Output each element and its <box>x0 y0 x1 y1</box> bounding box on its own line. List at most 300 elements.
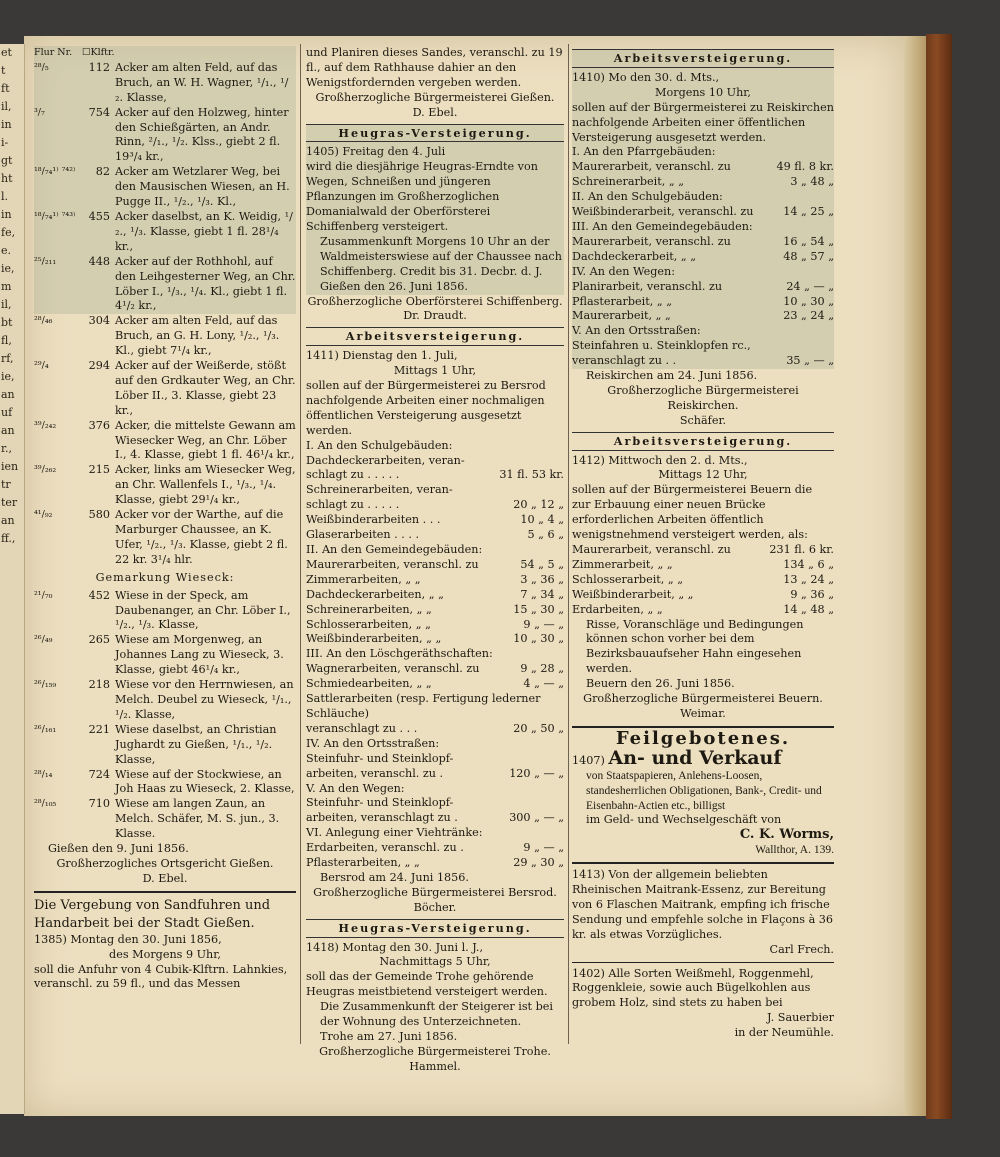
column-2 <box>306 46 564 1075</box>
cost-row <box>572 309 834 324</box>
cost-label: Zimmerarbeit, „ „ <box>572 557 673 571</box>
cost-row <box>572 588 834 603</box>
flur-number: ²⁶/₁₆₁ <box>34 723 57 735</box>
klafter-number: 376 <box>88 418 110 432</box>
ad-1405-org: Großherzogliche Oberförsterei Schiffenberg. <box>307 294 563 308</box>
cost-value: 23 „ 24 „ <box>783 309 834 323</box>
facing-page-fragment: ft <box>1 82 10 95</box>
facing-page-fragment: m <box>1 280 12 293</box>
land-entry <box>34 508 296 568</box>
cost-row <box>306 722 564 737</box>
cost-row <box>572 190 834 205</box>
flur-number: ²⁵/₂₁₁ <box>34 255 57 267</box>
cost-row <box>306 483 564 498</box>
cost-value: 9 „ — „ <box>523 841 564 855</box>
cost-value: 10 „ 30 „ <box>783 294 834 308</box>
facing-page-fragment: r., <box>1 442 13 455</box>
cost-label: IV. An den Wegen: <box>572 264 676 278</box>
facing-page-fragment: i- <box>1 136 9 149</box>
facing-page-fragment: ie, <box>1 262 15 275</box>
cost-label: V. An den Wegen: <box>306 781 405 795</box>
column-3 <box>572 46 834 1041</box>
flur-number: ²⁶/₁₅₉ <box>34 679 57 691</box>
cost-label: Weißbinderarbeiten . . . <box>306 513 441 527</box>
column-rule <box>568 44 569 1044</box>
ad-1385-time: des Morgens 9 Uhr, <box>109 947 221 961</box>
land-entry <box>34 314 296 359</box>
cost-label: Maurerarbeit, veranschl. zu <box>572 160 731 174</box>
cost-value: 4 „ — „ <box>523 677 564 691</box>
cost-row <box>572 354 834 369</box>
heading-arbeitsversteigerung: Arbeitsversteigerung. <box>306 327 564 346</box>
entry-text: Wiese auf der Stockwiese, an Joh Haas zu Wieseck, 2. Klasse, <box>115 767 295 796</box>
cost-label: Schreinerarbeit, „ „ <box>572 175 684 189</box>
facing-page-fragment: ht <box>1 172 13 185</box>
cost-value: 54 „ 5 „ <box>520 557 564 571</box>
ad-1413-name: Carl Frech. <box>769 942 834 956</box>
cost-label: Dachdeckerarbeit, „ „ <box>572 249 697 263</box>
facing-page-fragment: t <box>1 64 6 77</box>
cost-value: 300 „ — „ <box>509 811 564 825</box>
ad-1402-place: in der Neumühle. <box>734 1026 834 1040</box>
flur-number: ¹⁸/₇₄¹⁾ ⁷⁴²⁾ <box>34 166 76 178</box>
land-entry <box>34 797 296 842</box>
column-1 <box>34 46 296 992</box>
highlighted-block <box>34 46 296 314</box>
land-entry <box>34 419 296 464</box>
land-entry <box>34 463 296 508</box>
table-header <box>34 46 296 61</box>
entry-text: Acker auf den Holzweg, hinter den Schießgärten, an Andr. Rinn, ²/₁., ¹/₂. Klss., giebt 2 fl. 19³/₄ kr., <box>115 105 289 164</box>
cost-row <box>572 324 834 339</box>
cost-label: Sattlerarbeiten (resp. Fertigung lederner Schläuche) <box>306 692 541 720</box>
cost-label: Erdarbeiten, „ „ <box>572 602 663 616</box>
cost-label: II. An den Schulgebäuden: <box>572 190 723 204</box>
heading-heugras: Heugras-Versteigerung. <box>306 124 564 143</box>
facing-page-fragment: fe, <box>1 226 16 239</box>
cost-row <box>572 603 834 618</box>
cost-label: Pflasterarbeiten, „ „ <box>306 856 420 870</box>
flur-number: ²⁹/₄ <box>34 360 49 372</box>
klafter-number: 452 <box>88 588 110 602</box>
cost-label: schlagt zu . . . . . <box>306 468 400 482</box>
land-entry <box>34 768 296 798</box>
cost-row <box>572 205 834 220</box>
klafter-number: 710 <box>88 797 110 811</box>
klafter-number: 448 <box>88 254 110 268</box>
book-cover <box>926 34 952 1119</box>
facing-page-fragment: e. <box>1 244 12 257</box>
cost-value: 14 „ 25 „ <box>783 205 834 219</box>
cost-label: Wagnerarbeiten, veranschl. zu <box>306 662 480 676</box>
cost-value: 13 „ 24 „ <box>783 572 834 586</box>
cost-row <box>306 618 564 633</box>
klafter-number: 218 <box>88 678 110 692</box>
cost-value: 16 „ 54 „ <box>783 234 834 248</box>
entry-text: Acker daselbst, an K. Weidig, ¹/₂., ¹/₃. Klasse, giebt 1 fl. 28¹/₄ kr., <box>115 209 293 253</box>
entries <box>34 314 296 567</box>
cost-row <box>306 603 564 618</box>
cost-label: Pflasterarbeit, „ „ <box>572 294 672 308</box>
ad-1418-line: 1418) Montag den 30. Juni l. J., <box>306 940 484 954</box>
ad-1410-name: Schäfer. <box>679 413 727 427</box>
klafter-number: 580 <box>88 508 110 522</box>
cost-row <box>306 632 564 647</box>
flur-number: ³⁹/₂₄₂ <box>34 419 57 431</box>
page-stack <box>904 36 926 1116</box>
klafter-number: 455 <box>88 209 110 223</box>
facing-page-fragment: ff., <box>1 532 16 545</box>
cost-label: Schreinerarbeiten, veran- <box>306 483 453 497</box>
divider <box>572 962 834 963</box>
cost-label: Weißbinderarbeit, „ „ <box>572 587 694 601</box>
ad-1413-number: 1413) <box>572 868 605 882</box>
land-entry <box>34 165 296 210</box>
cost-label: Glaserarbeiten . . . . <box>306 528 420 542</box>
ad-1407-firm: C. K. Worms, <box>739 827 834 843</box>
facing-page-fragment: rf, <box>1 352 14 365</box>
cost-row <box>572 295 834 310</box>
cost-value: 5 „ 6 „ <box>527 528 564 542</box>
ad-1412-date: Beuern den 26. Juni 1856. <box>586 677 735 691</box>
cost-label: Erdarbeiten, veranschl. zu . <box>306 841 464 855</box>
cost-value: 29 „ 30 „ <box>513 856 564 870</box>
cost-label: Steinfuhr- und Steinklopf- <box>306 751 454 765</box>
cost-row <box>572 220 834 235</box>
facing-page-fragment: l. <box>1 190 9 203</box>
cost-value: 120 „ — „ <box>509 766 564 780</box>
cost-label: Maurerarbeit, veranschl. zu <box>572 234 731 248</box>
ad-1410-time: Morgens 10 Uhr, <box>655 85 751 99</box>
ad-1412-time: Mittags 12 Uhr, <box>658 468 748 482</box>
entry-text: Acker am alten Feld, auf das Bruch, an G. H. Lony, ¹/₂., ¹/₃. Kl., giebt 7¹/₄ kr., <box>115 314 280 358</box>
facing-page-fragment: ie, <box>1 370 15 383</box>
ad-1385-text: soll die Anfuhr von 4 Cubik-Klftrn. Lahnkies, veranschl. zu 59 fl., und das Messen <box>34 962 288 991</box>
cost-row <box>572 558 834 573</box>
land-entry <box>34 106 296 166</box>
land-entry <box>34 210 296 255</box>
cost-table <box>306 439 564 871</box>
cont-name: D. Ebel. <box>412 105 458 119</box>
cost-label: Schlosserarbeiten, „ „ <box>306 617 431 631</box>
cost-label: veranschlagt zu . . . <box>306 721 418 735</box>
ad-1402-text: 1402) Alle Sorten Weißmehl, Roggenmehl, Roggenkleie, sowie auch Bügelkohlen aus grobem Holz, sind stets zu haben bei <box>572 966 814 1010</box>
signature-name: D. Ebel. <box>142 871 188 885</box>
entry-text: Acker am Wetzlarer Weg, bei den Mausischen Wiesen, an H. Pugge II., ¹/₂., ¹/₃. Kl., <box>115 165 290 209</box>
cost-value: 31 fl. 53 kr. <box>499 468 564 482</box>
cost-label: V. An den Ortsstraßen: <box>572 324 701 338</box>
facing-page-fragment: ter <box>1 496 18 509</box>
ad-1412-line: 1412) Mittwoch den 2. d. Mts., <box>572 453 748 467</box>
cost-value: 231 fl. 6 kr. <box>769 543 834 556</box>
land-entry <box>34 678 296 723</box>
ad-1412-org: Großherzogliche Bürgermeisterei Beuern. <box>583 692 823 706</box>
ad-1407-number: 1407) <box>572 753 605 767</box>
cost-row <box>306 752 564 767</box>
flur-number: ²⁸/₄₆ <box>34 315 53 327</box>
ad-1411-name: Böcher. <box>413 900 457 914</box>
ad-1407 <box>572 746 834 769</box>
entry-text: Wiese vor den Herrnwiesen, an Melch. Deubel zu Wieseck, ¹/₁., ¹/₂. Klasse, <box>115 678 294 721</box>
signature-date: Gießen den 9. Juni 1856. <box>48 842 189 856</box>
ad-1410-date: Reiskirchen am 24. Juni 1856. <box>586 369 758 383</box>
ad-1413 <box>572 868 834 943</box>
ad-1405-name: Dr. Draudt. <box>403 309 467 323</box>
cost-row <box>306 856 564 871</box>
cost-label: Steinfuhr- und Steinklopf- <box>306 796 454 810</box>
ad-1418-org: Großherzogliche Bürgermeisterei Trohe. <box>319 1044 551 1058</box>
cost-label: Maurerarbeit, „ „ <box>572 309 671 323</box>
entries-wieseck <box>34 589 296 842</box>
land-entry <box>34 359 296 419</box>
facing-page-fragment: il, <box>1 298 12 311</box>
land-entry <box>34 61 296 106</box>
klafter-number: 754 <box>88 105 110 119</box>
klafter-number: 82 <box>95 165 110 179</box>
cost-row <box>306 439 564 454</box>
cost-label: Weißbinderarbeit, veranschl. zu <box>572 205 754 219</box>
cost-row <box>306 468 564 483</box>
flur-number: ³⁹/₂₆₂ <box>34 464 57 476</box>
entry-text: Wiese am langen Zaun, an Melch. Schäfer, M. S. jun., 3. Klasse. <box>115 797 280 841</box>
cost-value: 3 „ 48 „ <box>790 175 834 189</box>
cost-value: 9 „ 36 „ <box>790 587 834 601</box>
land-entry <box>34 723 296 768</box>
entry-text: Wiese daselbst, an Christian Jughardt zu Gießen, ¹/₁., ¹/₂. Klasse, <box>115 722 277 766</box>
cont-org: Großherzogliche Bürgermeisterei Gießen. <box>315 90 555 104</box>
cost-row <box>306 528 564 543</box>
cost-table-1412 <box>572 543 834 618</box>
gemarkung-heading: Gemarkung Wieseck: <box>95 570 235 584</box>
flur-number: ³/₇ <box>34 106 45 118</box>
land-entry <box>34 633 296 678</box>
heading-heugras-2: Heugras-Versteigerung. <box>306 919 564 938</box>
facing-page-fragment: an <box>1 388 15 401</box>
facing-page-fragment: an <box>1 424 15 437</box>
cost-row <box>306 513 564 528</box>
cost-value: 7 „ 34 „ <box>520 587 564 601</box>
ad-1407-text: von Staatspapieren, Anlehens-Loosen, standesherrlichen Obligationen, Bank-, Credit- und Eisenbahn-Actien etc., billigst <box>586 769 822 812</box>
signature-org: Großherzogliches Ortsgericht Gießen. <box>56 856 274 870</box>
ad-1402-name: J. Sauerbier <box>767 1011 834 1025</box>
cost-label: II. An den Gemeindegebäuden: <box>306 543 483 556</box>
cost-label: Schreinerarbeiten, „ „ <box>306 602 432 616</box>
ad-1410-text: sollen auf der Bürgermeisterei zu Reiskirchen nachfolgende Arbeiten einer öffentlichen Versteigerung ausgesetzt werden. <box>572 100 834 144</box>
flur-number: ²⁸/₁₀₅ <box>34 798 57 810</box>
land-entry <box>34 589 296 634</box>
cost-value: 15 „ 30 „ <box>513 602 564 616</box>
cost-label: IV. An den Ortsstraßen: <box>306 736 440 750</box>
facing-page-fragment: il, <box>1 100 12 113</box>
newspaper-page <box>24 36 904 1116</box>
divider <box>34 891 296 893</box>
ad-1418-name: Hammel. <box>409 1059 461 1073</box>
flur-number: ²⁸/₅ <box>34 61 49 73</box>
ad-1412-name: Weimar. <box>680 706 726 720</box>
cost-label: veranschlagt zu . . <box>572 354 677 368</box>
facing-page-fragment: fl, <box>1 334 12 347</box>
entry-text: Acker vor der Warthe, auf die Marburger Chaussee, an K. Ufer, ¹/₂., ¹/₃. Klasse, giebt 2 fl. 22 kr. 3¹/₄ hlr. <box>115 508 288 566</box>
entry-text: Acker, links am Wiesecker Weg, an Chr. Wallenfels I., ¹/₃., ¹/₄. Klasse, giebt 29¹/₄ kr., <box>115 463 296 507</box>
cost-label: Zimmerarbeiten, „ „ <box>306 572 421 586</box>
ad-1418-date: Trohe am 27. Juni 1856. <box>320 1030 458 1043</box>
cost-row <box>306 811 564 826</box>
entries-highlighted <box>34 61 296 314</box>
facing-page-fragment: tr <box>1 478 11 491</box>
klftr-header: ☐Klftr. <box>82 47 115 58</box>
ad-1411-time: Mittags 1 Uhr, <box>393 364 477 378</box>
flur-number: ²⁶/₄₉ <box>34 634 53 646</box>
klafter-number: 221 <box>88 722 110 736</box>
ad-1412-text2: Risse, Voranschläge und Bedingungen können schon vorher bei dem Bezirksbauaufseher Hahn eingesehen werden. <box>586 617 804 676</box>
ad-1407-heading: An- und Verkauf <box>608 746 782 769</box>
flur-number: ¹⁸/₇₄¹⁾ ⁷⁴³⁾ <box>34 210 76 222</box>
ad-1405-text2: Zusammenkunft Morgens 10 Uhr an der Waldmeisterswiese auf der Chaussee nach Schiffenberg. Credit bis 31. Decbr. d. J. <box>320 234 562 278</box>
cost-row <box>572 250 834 265</box>
land-entry <box>34 255 296 315</box>
cost-row <box>306 677 564 692</box>
cost-label: Dachdeckerarbeiten, veran- <box>306 453 465 467</box>
facing-page-fragment: et <box>1 46 12 59</box>
ad-1411-date: Bersrod am 24. Juni 1856. <box>320 870 469 884</box>
ad-1410-org: Großherzogliche Bürgermeisterei Reiskirchen. <box>607 383 799 412</box>
ad-1405-text: wird die diesjährige Heugras-Erndte von Wegen, Schneißen und jüngeren Pflanzungen im Großherzoglichen Domanialwald der Oberförsterei Schiffenberg versteigert. <box>306 160 538 233</box>
cost-row <box>306 647 564 662</box>
cost-table-1410 <box>572 145 834 369</box>
cost-row <box>306 573 564 588</box>
column-rule <box>300 44 301 1044</box>
ad-1412-text: sollen auf der Bürgermeisterei Beuern die zur Erbauung einer neuen Brücke erforderlichen Arbeiten öffentlich wenigstnehmend versteigert werden, als: <box>572 483 813 542</box>
ad-1405-line: 1405) Freitag den 4. Juli <box>306 145 446 159</box>
ad-1418-text: soll das der Gemeinde Trohe gehörende Heugras meistbietend versteigert werden. <box>306 970 548 999</box>
cost-row <box>572 160 834 175</box>
entry-text: Wiese in der Speck, am Daubenanger, an Chr. Löber I., ¹/₂., ¹/₃. Klasse, <box>115 588 291 632</box>
cost-row <box>572 145 834 160</box>
flur-number: ²¹/₇₀ <box>34 589 53 601</box>
entry-text: Acker auf der Rothhohl, auf den Leihgesterner Weg, an Chr. Löber I., ¹/₃., ¹/₄. Kl., giebt 1 fl. 4¹/₂ kr., <box>115 254 296 313</box>
cost-value: 10 „ 30 „ <box>513 632 564 646</box>
cost-row <box>306 498 564 513</box>
cost-label: III. An den Löschgeräthschaften: <box>306 647 493 661</box>
cost-label: schlagt zu . . . . . <box>306 498 400 512</box>
facing-page-fragment: in <box>1 118 12 131</box>
flur-number: ⁴¹/₉₂ <box>34 509 53 521</box>
cost-label: Steinfahren u. Steinklopfen rc., <box>572 339 751 353</box>
cost-label: arbeiten, veranschlagt zu . <box>306 811 458 825</box>
ad-1411-org: Großherzogliche Bürgermeisterei Bersrod. <box>313 885 557 899</box>
continued-text: und Planiren dieses Sandes, veranschl. zu 19 fl., auf dem Rathhause dahier an den Wenigstfordernden vergeben werden. <box>306 46 563 89</box>
heading-feilgebotenes: Feilgebotenes. <box>615 727 791 749</box>
klafter-number: 215 <box>88 463 110 477</box>
cost-label: Dachdeckerarbeiten, „ „ <box>306 587 444 601</box>
ad-1385-title: Die Vergebung von Sandfuhren und Handarbeit bei der Stadt Gießen. <box>34 897 271 931</box>
cost-label: Schmiedearbeiten, „ „ <box>306 677 432 691</box>
facing-page-fragment: bt <box>1 316 13 329</box>
klafter-number: 294 <box>88 359 110 373</box>
facing-page-fragment: an <box>1 514 15 527</box>
ad-1385-line: 1385) Montag den 30. Juni 1856, <box>34 932 222 946</box>
cost-label: I. An den Pfarrgebäuden: <box>572 145 716 159</box>
entry-text: Acker auf der Weißerde, stößt auf den Grdkauter Weg, an Chr. Löber II., 3. Klasse, giebt 23 kr., <box>115 359 296 417</box>
facing-page-fragment: gt <box>1 154 13 167</box>
divider <box>572 862 834 864</box>
cost-row <box>306 841 564 856</box>
ad-1418-text2: Die Zusammenkunft der Steigerer ist bei der Wohnung des Unterzeichneten. <box>320 1000 553 1029</box>
cost-label: I. An den Schulgebäuden: <box>306 438 453 452</box>
cost-value: 14 „ 48 „ <box>783 602 834 616</box>
cost-row <box>306 737 564 752</box>
cost-label: III. An den Gemeindegebäuden: <box>572 219 753 233</box>
cost-row <box>572 280 834 295</box>
entry-text: Acker, die mittelste Gewann am Wiesecker Weg, an Chr. Löber I., 4. Klasse, giebt 1 fl. 46¹/₄ kr., <box>115 418 296 462</box>
heading-arbeitsversteigerung-1410: Arbeitsversteigerung. <box>572 49 834 68</box>
klafter-number: 265 <box>88 633 110 647</box>
klafter-number: 724 <box>88 767 110 781</box>
facing-page-edge <box>0 44 25 1114</box>
cost-label: arbeiten, veranschl. zu . <box>306 766 444 780</box>
ad-1418-time: Nachmittags 5 Uhr, <box>379 955 491 969</box>
cost-row <box>572 573 834 588</box>
ad-1413-text: Von der allgemein beliebten Rheinischen Maitrank-Essenz, zur Bereitung von 6 Flaschen Maitrank, empfing ich frische Sendung und empfehle solche in Flaçons à 36 kr. als etwas Vorzügliches. <box>572 868 834 941</box>
facing-page-fragment: uf <box>1 406 13 419</box>
cost-label: VI. Anlegung einer Viehtränke: <box>306 826 483 840</box>
flur-header: Flur Nr. <box>34 47 73 58</box>
cost-label: Weißbinderarbeiten, „ „ <box>306 632 442 646</box>
ad-1407-address: Wallthor, A. 139. <box>755 844 834 857</box>
flur-number: ²⁸/₁₄ <box>34 768 53 780</box>
cost-value: 20 „ 12 „ <box>513 498 564 512</box>
ad-1411-line: 1411) Dienstag den 1. Juli, <box>306 349 458 363</box>
ad-1410-line: 1410) Mo den 30. d. Mts., <box>572 70 720 84</box>
cost-row <box>306 558 564 573</box>
cost-row <box>306 782 564 797</box>
cost-value: 35 „ — „ <box>786 354 834 368</box>
cost-row <box>572 265 834 280</box>
cost-row <box>572 543 834 558</box>
cost-row <box>306 454 564 469</box>
cost-value: 48 „ 57 „ <box>783 249 834 263</box>
cost-value: 9 „ — „ <box>523 617 564 631</box>
klafter-number: 112 <box>88 60 110 74</box>
klafter-number: 304 <box>88 314 110 328</box>
ad-1411-text: sollen auf der Bürgermeisterei zu Bersrod nachfolgende Arbeiten einer nochmaligen öffentlichen Versteigerung ausgesetzt werden. <box>306 379 546 437</box>
cost-label: Schlosserarbeit, „ „ <box>572 572 684 586</box>
cost-row <box>572 175 834 190</box>
cost-row <box>306 543 564 558</box>
heading-arbeitsversteigerung-1412: Arbeitsversteigerung. <box>572 432 834 451</box>
facing-page-fragment: in <box>1 208 12 221</box>
cost-label: Maurerarbeit, veranschl. zu <box>572 543 731 556</box>
cost-label: Planirarbeit, veranschl. zu <box>572 279 723 293</box>
cost-value: 3 „ 36 „ <box>520 572 564 586</box>
ad-1405-date: Gießen den 26. Juni 1856. <box>320 279 468 293</box>
cost-row <box>306 796 564 811</box>
cost-value: 10 „ 4 „ <box>520 513 564 527</box>
cost-row <box>572 339 834 354</box>
entry-text: Acker am alten Feld, auf das Bruch, an W. H. Wagner, ¹/₁., ¹/₂. Klasse, <box>115 60 289 104</box>
cost-label: Maurerarbeiten, veranschl. zu <box>306 557 479 571</box>
cost-row <box>306 662 564 677</box>
cost-row <box>306 692 564 722</box>
facing-page-fragment: ien <box>1 460 19 473</box>
cost-row <box>306 588 564 603</box>
cost-row <box>306 826 564 841</box>
cost-value: 24 „ — „ <box>786 279 834 293</box>
cost-value: 134 „ 6 „ <box>783 557 834 571</box>
cost-value: 9 „ 28 „ <box>520 662 564 676</box>
cost-value: 49 fl. 8 kr. <box>776 160 834 174</box>
cost-row <box>306 767 564 782</box>
